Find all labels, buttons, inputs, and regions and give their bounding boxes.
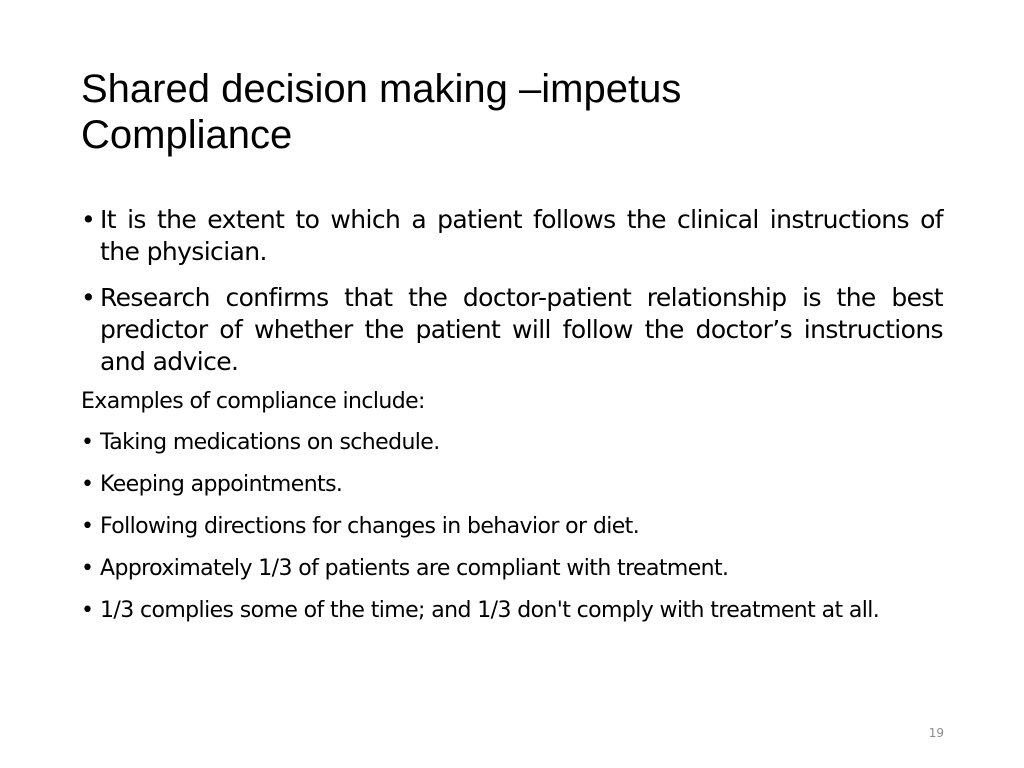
slide-body [81,204,943,625]
page-number: 19 [928,726,944,740]
bullet-item-directions: • Following directions for changes in behavior or diet. [81,513,943,541]
bullet-item-medications: • Taking medications on schedule. [81,429,943,457]
bullet-item-appointments: • Keeping appointments. [81,471,943,499]
bullet-item-research: • Research confirms that the doctor-patient relationship is the best predictor of whether the patient will follow the doctor’s instructions and advice. [81,282,943,378]
examples-heading: Examples of compliance include: [81,389,425,414]
slide-title [81,66,941,158]
slide-title-line-1: Shared decision making –impetus [81,67,682,111]
bullet-item-partial-compliance: • 1/3 complies some of the time; and 1/3 don't comply with treatment at all. [81,597,943,625]
bullet-item-definition: • It is the extent to which a patient follows the clinical instructions of the physician. [81,204,943,268]
bullet-item-compliant-third: • Approximately 1/3 of patients are compliant with treatment. [81,555,943,583]
slide-title-line-2: Compliance [81,113,293,157]
